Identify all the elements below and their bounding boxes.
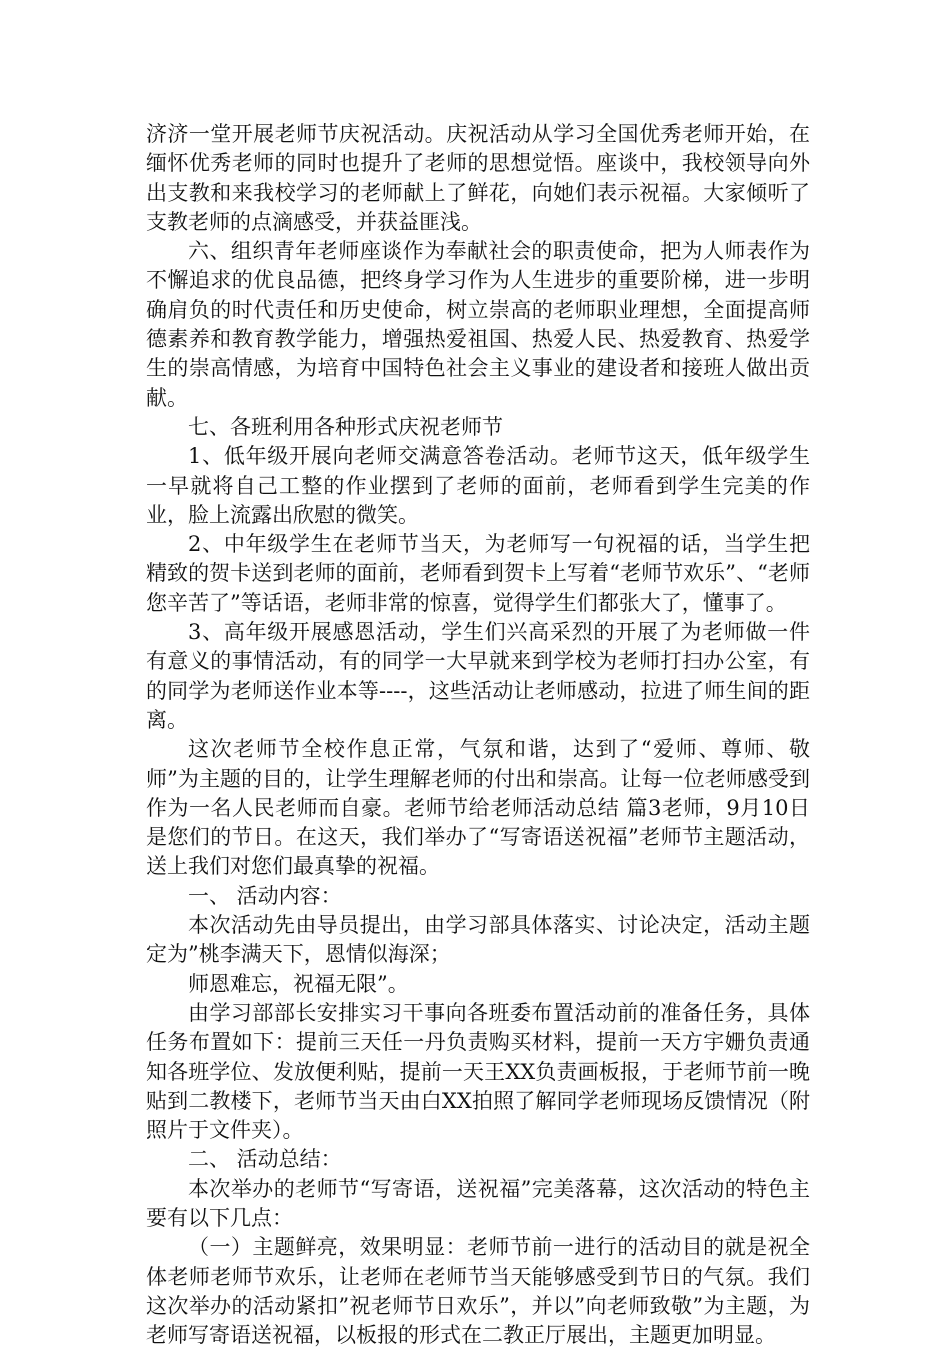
section-heading-7: 七、各班利用各种形式庆祝老师节 xyxy=(188,414,503,439)
paragraph-9: 本次活动先由导员提出，由学习部具体落实、讨论决定，活动主题定为”桃李满天下，恩情似海深； xyxy=(146,913,810,967)
section-heading-activity-summary: 二、 活动总结： xyxy=(188,1147,342,1172)
paragraph-11: 由学习部部长安排实习干事向各班委布置活动前的准备任务，具体任务布置如下：提前三天任一丹负责购买材料，提前一天方宇姗负责通知各班学位、发放便利贴，提前一天王XX负责画板报，于老师节前一晚贴到二教楼下，老师节当天由白XX拍照了解同学老师现场反馈情况（附照片于文件夹）。 xyxy=(146,1000,810,1143)
paragraph-6: 3、高年级开展感恩活动，学生们兴高采烈的开展了为老师做一件有意义的事情活动，有的同学一大早就来到学校为老师打扫办公室，有的同学为老师送作业本等----，这些活动让老师感动，拉进了师生间的距离。 xyxy=(146,620,810,732)
document-body xyxy=(146,120,810,1350)
paragraph-13: 本次举办的老师节“写寄语，送祝福”完美落幕，这次活动的特色主要有以下几点： xyxy=(146,1176,810,1230)
paragraph-5: 2、中年级学生在老师节当天，为老师写一句祝福的话，当学生把精致的贺卡送到老师的面前，老师看到贺卡上写着“老师节欢乐”、“老师您辛苦了”等话语，老师非常的惊喜，觉得学生们都张大了，懂事了。 xyxy=(146,532,810,615)
paragraph-2: 六、组织青年老师座谈作为奉献社会的职责使命，把为人师表作为不懈追求的优良品德，把终身学习作为人生进步的重要阶梯，进一步明确肩负的时代责任和历史使命，树立崇高的老师职业理想，全面提高师德素养和教育教学能力，增强热爱祖国、热爱人民、热爱教育、热爱学生的崇高情感，为培育中国特色社会主义事业的建设者和接班人做出贡献。 xyxy=(146,239,810,410)
paragraph-7: 这次老师节全校作息正常，气氛和谐，达到了“爱师、尊师、敬师”为主题的目的，让学生理解老师的付出和崇高。让每一位老师感受到作为一名人民老师而自豪。老师节给老师活动总结 篇3老师，9月10日是您们的节日。在这天，我们举办了“写寄语送祝福”老师节主题活动，送上我们对您们最真挚的祝福。 xyxy=(146,737,810,879)
paragraph-4: 1、低年级开展向老师交满意答卷活动。老师节这天，低年级学生一早就将自己工整的作业摆到了老师的面前，老师看到学生完美的作业，脸上流露出欣慰的微笑。 xyxy=(146,444,810,527)
paragraph-14: （一）主题鲜亮，效果明显：老师节前一进行的活动目的就是祝全体老师老师节欢乐，让老师在老师节当天能够感受到节日的气氛。我们这次举办的活动紧扣”祝老师节日欢乐”，并以”向老师致敬”为主题，为老师写寄语送祝福，以板报的形式在二教正厅展出，主题更加明显。 xyxy=(146,1235,810,1348)
paragraph-1: 济济一堂开展老师节庆祝活动。庆祝活动从学习全国优秀老师开始，在缅怀优秀老师的同时也提升了老师的思想觉悟。座谈中，我校领导向外出支教和来我校学习的老师献上了鲜花，向她们表示祝福。大家倾听了支教老师的点滴感受，并获益匪浅。 xyxy=(146,122,810,234)
section-heading-activity-content: 一、 活动内容： xyxy=(188,883,342,908)
paragraph-10: 师恩难忘，祝福无限”。 xyxy=(188,971,409,996)
